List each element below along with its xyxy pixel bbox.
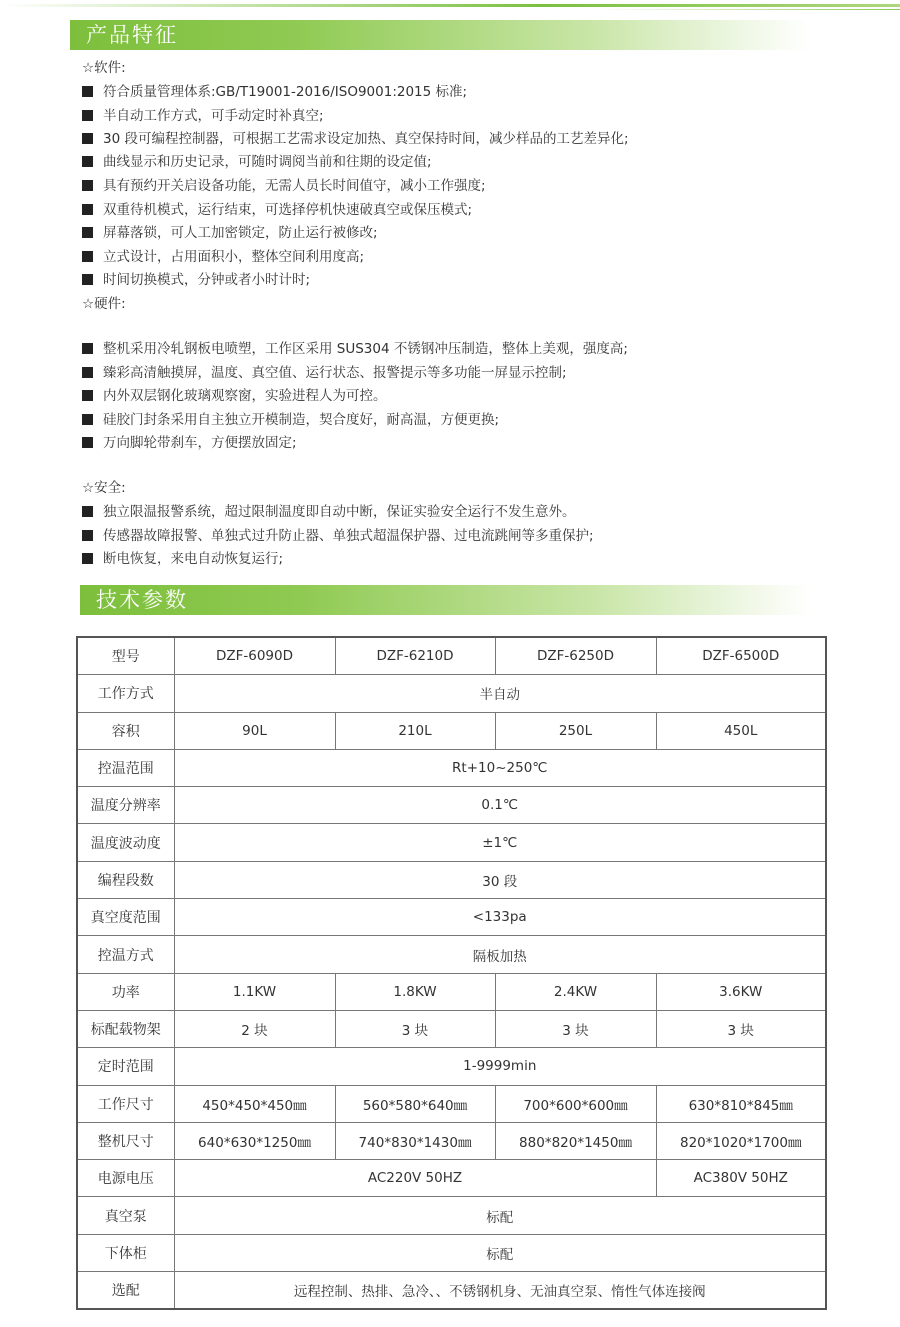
table-cell: 210L xyxy=(335,712,495,749)
table-cell: 640*630*1250㎜ xyxy=(174,1122,335,1159)
table-row xyxy=(77,749,826,786)
table-cell: 远程控制、热排、急冷、、不锈钢机身、无油真空泵、惰性气体连接阀 xyxy=(174,1272,826,1310)
table-cell: 90L xyxy=(174,712,335,749)
table-cell: 2 块 xyxy=(174,1010,335,1047)
table-cell: DZF-6500D xyxy=(656,637,826,675)
table-cell: 450L xyxy=(656,712,826,749)
list-item: 时间切换模式，分钟或者小时计时; xyxy=(82,268,310,288)
spec-table xyxy=(76,636,827,1310)
top-decor-line-thin xyxy=(600,9,900,10)
section-header-features: 产品特征 xyxy=(70,20,810,50)
list-item: 30 段可编程控制器，可根据工艺需求设定加热、真空保持时间，减少样品的工艺差异化; xyxy=(82,127,629,147)
table-row xyxy=(77,861,826,898)
table-cell: 450*450*450㎜ xyxy=(174,1085,335,1122)
table-cell: 3.6KW xyxy=(656,973,826,1010)
table-cell: 半自动 xyxy=(174,675,826,712)
table-row xyxy=(77,787,826,824)
table-cell: 1-9999min xyxy=(174,1048,826,1085)
table-cell: DZF-6250D xyxy=(495,637,656,675)
table-cell: 250L xyxy=(495,712,656,749)
row-label: 温度分辨率 xyxy=(77,787,174,824)
square-bullet-icon xyxy=(82,343,93,354)
list-item: 内外双层钢化玻璃观察窗，实验进程人为可控。 xyxy=(82,384,387,404)
list-item: 断电恢复，来电自动恢复运行; xyxy=(82,547,283,567)
table-cell: AC220V 50HZ xyxy=(174,1160,656,1197)
list-item: 传感器故障报警、单独式过升防止器、单独式超温保护器、过电流跳闸等多重保护; xyxy=(82,524,594,544)
table-cell: 560*580*640㎜ xyxy=(335,1085,495,1122)
table-row xyxy=(77,936,826,973)
table-cell: 820*1020*1700㎜ xyxy=(656,1122,826,1159)
software-heading: ☆软件: xyxy=(82,60,126,76)
table-cell: 3 块 xyxy=(335,1010,495,1047)
row-label: 控温方式 xyxy=(77,936,174,973)
table-row xyxy=(77,1085,826,1122)
table-cell: 30 段 xyxy=(174,861,826,898)
square-bullet-icon xyxy=(82,227,93,238)
row-label: 标配载物架 xyxy=(77,1010,174,1047)
list-item: 具有预约开关启设备功能，无需人员长时间值守，减小工作强度; xyxy=(82,174,486,194)
hardware-heading: ☆硬件: xyxy=(82,296,126,312)
list-item: 臻彩高清触摸屏，温度、真空值、运行状态、报警提示等多功能一屏显示控制; xyxy=(82,361,567,381)
table-row xyxy=(77,1197,826,1234)
row-label: 定时范围 xyxy=(77,1048,174,1085)
section-header-params: 技术参数 xyxy=(80,585,810,615)
row-label: 工作尺寸 xyxy=(77,1085,174,1122)
row-label: 温度波动度 xyxy=(77,824,174,861)
square-bullet-icon xyxy=(82,390,93,401)
row-label: 选配 xyxy=(77,1272,174,1310)
row-label: 下体柜 xyxy=(77,1234,174,1271)
list-item: 屏幕落锁，可人工加密锁定，防止运行被修改; xyxy=(82,221,378,241)
list-item: 硅胶门封条采用自主独立开模制造，契合度好，耐高温，方便更换; xyxy=(82,408,499,428)
table-cell: 740*830*1430㎜ xyxy=(335,1122,495,1159)
top-decor-line xyxy=(0,4,900,7)
square-bullet-icon xyxy=(82,251,93,262)
table-cell: AC380V 50HZ xyxy=(656,1160,826,1197)
list-item: 独立限温报警系统，超过限制温度即自动中断，保证实验安全运行不发生意外。 xyxy=(82,500,576,520)
table-row xyxy=(77,1048,826,1085)
square-bullet-icon xyxy=(82,156,93,167)
table-row xyxy=(77,712,826,749)
table-cell: 1.1KW xyxy=(174,973,335,1010)
table-cell: 标配 xyxy=(174,1234,826,1271)
list-item: 立式设计，占用面积小，整体空间利用度高; xyxy=(82,245,364,265)
list-item: 万向脚轮带刹车，方便摆放固定; xyxy=(82,431,297,451)
table-cell: 标配 xyxy=(174,1197,826,1234)
table-cell: 隔板加热 xyxy=(174,936,826,973)
list-item: 双重待机模式，运行结束，可选择停机快速破真空或保压模式; xyxy=(82,198,472,218)
table-row xyxy=(77,824,826,861)
table-cell: 1.8KW xyxy=(335,973,495,1010)
row-label: 工作方式 xyxy=(77,675,174,712)
table-cell: 700*600*600㎜ xyxy=(495,1085,656,1122)
square-bullet-icon xyxy=(82,437,93,448)
table-cell: 3 块 xyxy=(495,1010,656,1047)
square-bullet-icon xyxy=(82,530,93,541)
table-row xyxy=(77,973,826,1010)
table-row xyxy=(77,1272,826,1310)
square-bullet-icon xyxy=(82,274,93,285)
row-label: 真空泵 xyxy=(77,1197,174,1234)
table-cell: 0.1℃ xyxy=(174,787,826,824)
table-cell: DZF-6210D xyxy=(335,637,495,675)
table-cell: DZF-6090D xyxy=(174,637,335,675)
list-item: 曲线显示和历史记录，可随时调阅当前和往期的设定值; xyxy=(82,150,432,170)
table-row xyxy=(77,899,826,936)
table-row xyxy=(77,1122,826,1159)
safety-heading: ☆安全: xyxy=(82,480,126,496)
table-cell: ±1℃ xyxy=(174,824,826,861)
row-label: 控温范围 xyxy=(77,749,174,786)
table-row xyxy=(77,1160,826,1197)
square-bullet-icon xyxy=(82,180,93,191)
row-label: 编程段数 xyxy=(77,861,174,898)
table-cell: Rt+10~250℃ xyxy=(174,749,826,786)
table-cell: 3 块 xyxy=(656,1010,826,1047)
row-label: 真空度范围 xyxy=(77,899,174,936)
square-bullet-icon xyxy=(82,367,93,378)
table-cell: 2.4KW xyxy=(495,973,656,1010)
table-cell: 630*810*845㎜ xyxy=(656,1085,826,1122)
row-label: 整机尺寸 xyxy=(77,1122,174,1159)
table-row xyxy=(77,1010,826,1047)
table-cell: 880*820*1450㎜ xyxy=(495,1122,656,1159)
square-bullet-icon xyxy=(82,414,93,425)
square-bullet-icon xyxy=(82,133,93,144)
row-label: 容积 xyxy=(77,712,174,749)
table-cell: <133pa xyxy=(174,899,826,936)
table-row xyxy=(77,637,826,675)
list-item: 整机采用冷轧钢板电喷塑，工作区采用 SUS304 不锈钢冲压制造，整体上美观，强度高; xyxy=(82,337,628,357)
list-item: 半自动工作方式，可手动定时补真空; xyxy=(82,104,324,124)
row-label: 电源电压 xyxy=(77,1160,174,1197)
square-bullet-icon xyxy=(82,204,93,215)
table-row xyxy=(77,675,826,712)
table-row xyxy=(77,1234,826,1271)
list-item: 符合质量管理体系:GB/T19001-2016/ISO9001:2015 标准; xyxy=(82,80,467,100)
row-label: 功率 xyxy=(77,973,174,1010)
square-bullet-icon xyxy=(82,86,93,97)
square-bullet-icon xyxy=(82,110,93,121)
square-bullet-icon xyxy=(82,553,93,564)
row-label: 型号 xyxy=(77,637,174,675)
square-bullet-icon xyxy=(82,506,93,517)
